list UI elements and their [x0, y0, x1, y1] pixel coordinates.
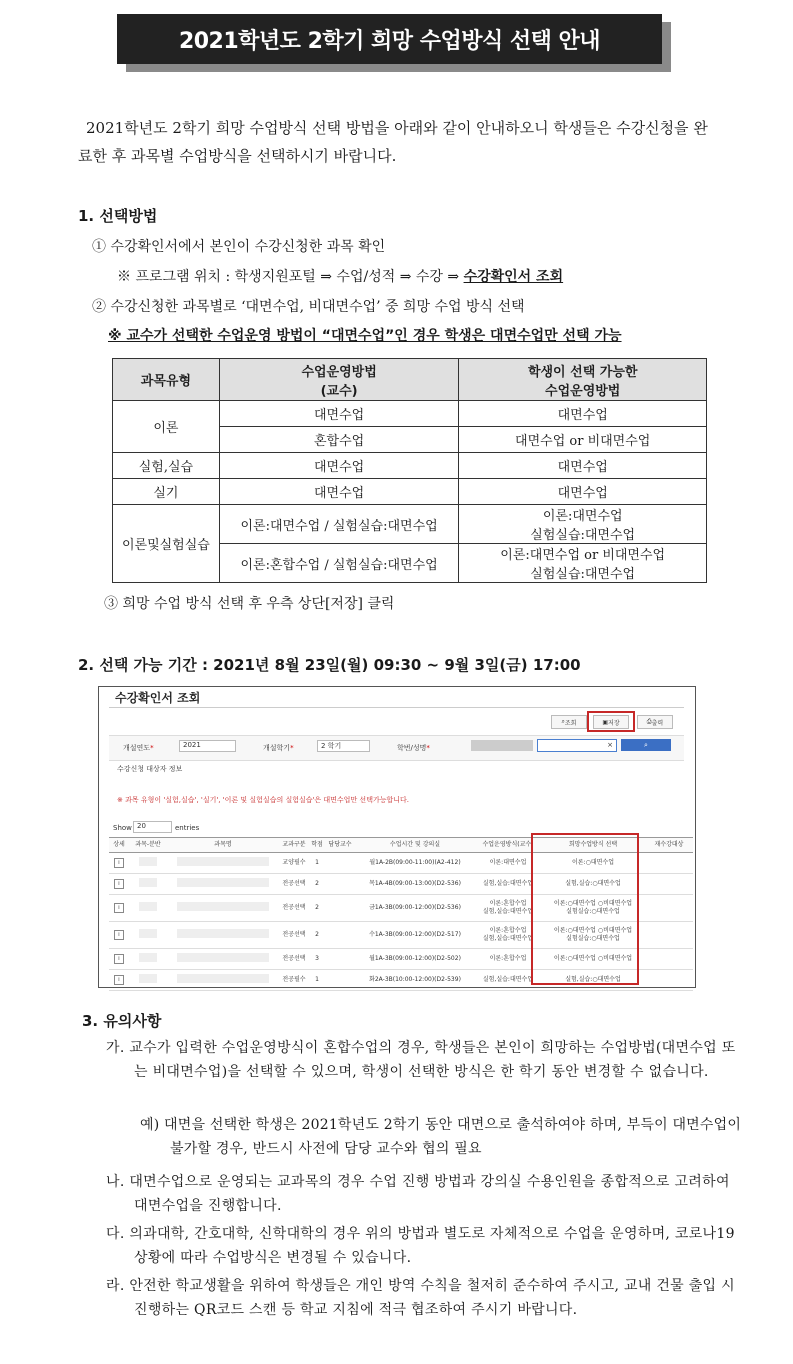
year-label-text: 개설연도 [123, 744, 151, 752]
table-cell: 이론:○대면수업 [571, 859, 615, 866]
table-cell: 실험,실습 [113, 453, 220, 479]
program-location-prefix: ※ 프로그램 위치 : 학생지원포털 ⇒ 수업/성적 ⇒ 수강 ⇒ [117, 269, 464, 285]
table-cell: 실험,실습:○대면수업 [565, 976, 621, 983]
table-header-type: 과목유형 [113, 359, 220, 401]
table-cell: 전공선택 [282, 931, 306, 938]
table-header-prof [219, 359, 459, 401]
table-cell: 대면수업 [219, 479, 459, 505]
student-label [397, 743, 430, 753]
redacted-value [139, 974, 157, 983]
table-header-student [459, 359, 707, 401]
save-label: 저장 [608, 719, 620, 727]
redacted-value [177, 902, 269, 911]
detail-cell [109, 930, 129, 940]
table-cell: 이론및실험실습 [113, 505, 220, 583]
table-cell-multiline [459, 505, 707, 544]
save-icon: ▣ [602, 718, 609, 726]
note-da: 다. 의과대학, 간호대학, 신학대학의 경우 위의 방법과 별도로 자체적으로 수업을 운영하며, 코로나19 상황에 따라 수업방식은 변경될 수 있습니다. [106, 1226, 735, 1266]
table-cell [167, 857, 279, 869]
method-table [112, 358, 707, 583]
table-cell: 이론:○대면수업 ○비대면수업 [553, 955, 633, 962]
note-ga: 가. 교수가 입력한 수업운영방식이 혼합수업의 경우, 학생들은 본인이 희망하는 수업방법(대면수업 또는 비대면수업)을 선택할 수 있으며, 학생이 선택한 방식은 한 학기 동안 변경할 수 없습니다. [106, 1040, 736, 1080]
redacted-value [139, 857, 157, 866]
search-label: 조회 [564, 719, 577, 727]
table-cell [167, 974, 279, 986]
intro-text: 2021학년도 2학기 희망 수업방식 선택 방법을 아래와 같이 안내하오니 학생들은 수강신청을 완료한 후 과목별 수업방식을 선택하시기 바랍니다. [78, 119, 708, 165]
section-1-heading: 1. 선택방법 [78, 207, 158, 225]
table-cell-multiline [459, 544, 707, 583]
year-input[interactable]: 2021 [179, 740, 236, 752]
table-cell: 혼합수업 [219, 427, 459, 453]
table-cell: 이론:혼합수업 [489, 955, 527, 962]
term-select[interactable]: 2 학기 [317, 740, 370, 752]
embedded-screenshot [98, 686, 696, 988]
required-mark: * [150, 744, 154, 752]
column-header: 수업시간 및 강의실 [389, 841, 441, 848]
table-cell: 월1A-2B(09:00-11:00)(A2-412) [369, 859, 461, 866]
table-cell [129, 974, 167, 986]
save-highlight [587, 711, 635, 732]
redacted-value [177, 929, 269, 938]
student-name-input[interactable] [537, 739, 617, 752]
table-cell: 전공필수 [282, 976, 306, 983]
show-label: Show [113, 824, 132, 832]
column-header: 교과구분 [282, 841, 306, 848]
note-ra: 라. 안전한 학교생활을 위하여 학생들은 개인 방역 수칙을 철저히 준수하여 주시고, 교내 건물 출입 시 진행하는 QR코드 스캔 등 학교 지침에 적극 협조하여 주시기 바랍니다. [106, 1278, 735, 1318]
column-header: 과목-분반 [135, 841, 161, 848]
table-cell: 대면수업 [219, 401, 459, 427]
detail-button[interactable]: i [114, 975, 124, 985]
table-cell: 대면수업 [459, 453, 707, 479]
cell-line: 이론:대면수업 or 비대면수업 [500, 548, 666, 563]
table-cell: 이론:○대면수업 ○비대면수업 실험실습:○대면수업 [553, 927, 633, 942]
detail-button[interactable]: i [114, 858, 124, 868]
table-cell: 화2A-3B(10:00-12:00)(D2-539) [369, 976, 461, 983]
table-cell: 이론 [113, 401, 220, 453]
table-cell: 전공선택 [282, 904, 306, 911]
clear-icon[interactable]: × [607, 741, 613, 749]
table-cell: 2 [315, 931, 319, 938]
table-cell: 이론:혼합수업 실험,실습:대면수업 [482, 927, 534, 942]
redacted-value [139, 929, 157, 938]
table-cell: 이론:○대면수업 ○비대면수업 실험실습:○대면수업 [553, 900, 633, 915]
print-button[interactable] [637, 715, 673, 729]
program-location [117, 266, 563, 286]
detail-button[interactable]: i [114, 930, 124, 940]
detail-cell [109, 858, 129, 868]
cell-line: 이론:대면수업 [542, 509, 623, 524]
step-1: ① 수강확인서에서 본인이 수강신청한 과목 확인 [92, 239, 386, 255]
shot-divider [109, 707, 684, 708]
required-mark: * [290, 744, 294, 752]
table-cell: 대면수업 or 비대면수업 [459, 427, 707, 453]
note-ga-example: 예) 대면을 선택한 학생은 2021학년도 2학기 동안 대면으로 출석하여야 하며, 부득이 대면수업이 불가할 경우, 반드시 사전에 담당 교수와 협의 필요 [140, 1117, 742, 1157]
print-label: 출력 [651, 719, 664, 727]
table-cell: 2 [315, 904, 319, 911]
table-cell: 대면수업 [459, 479, 707, 505]
table-cell [129, 953, 167, 965]
table-cell [167, 902, 279, 914]
step-3: ③ 희망 수업 방식 선택 후 우측 상단[저장] 클릭 [104, 596, 395, 612]
table-cell: 실기 [113, 479, 220, 505]
search-button[interactable] [551, 715, 587, 729]
cell-line: 실험실습:대면수업 [530, 528, 636, 543]
print-icon: ⎙ [646, 718, 652, 725]
redacted-value [177, 857, 269, 866]
table-cell: 이론:혼합수업 실험,실습:대면수업 [482, 900, 534, 915]
student-id-redacted [471, 740, 533, 751]
notice-text: ※ 교수가 선택한 수업운영 방법이 “대면수업”인 경우 학생은 대면수업만 선택 가능 [108, 328, 622, 344]
shot-title: 수강확인서 조회 [115, 691, 201, 705]
year-label [123, 743, 154, 753]
table-cell [129, 902, 167, 914]
search-icon: ⌕ [561, 718, 565, 725]
column-header: 희망수업방식 선택 [568, 841, 618, 848]
table-cell: 교양필수 [282, 859, 306, 866]
redacted-value [177, 878, 269, 887]
table-cell: 수1A-3B(09:00-12:00)(D2-517) [369, 931, 461, 938]
header-prof-line1: 수업운영방법 [301, 364, 377, 380]
redacted-value [139, 953, 157, 962]
table-cell: 전공선택 [282, 955, 306, 962]
table-cell [167, 878, 279, 890]
column-header: 담당교수 [328, 841, 352, 848]
section-3-heading: 3. 유의사항 [82, 1012, 162, 1030]
table-cell: 이론:대면수업 / 실험실습:대면수업 [219, 505, 459, 544]
table-cell: 1 [315, 859, 319, 866]
table-cell: 대면수업 [219, 453, 459, 479]
search-icon: ⌕ [644, 741, 648, 749]
note-na: 나. 대면수업으로 운영되는 교과목의 경우 수업 진행 방법과 강의실 수용인원을 종합적으로 고려하여 대면수업을 진행합니다. [106, 1174, 730, 1214]
table-cell: 3 [315, 955, 319, 962]
term-label [263, 743, 294, 753]
column-header: 재수강대상 [654, 841, 684, 848]
redacted-value [139, 902, 157, 911]
column-header: 수업운영방식(교수) [482, 841, 534, 848]
section-2-heading: 2. 선택 가능 기간 : 2021년 8월 23일(월) 09:30 ~ 9월 3일(금) 17:00 [78, 656, 581, 674]
column-header: 과목명 [214, 841, 232, 848]
detail-cell [109, 954, 129, 964]
column-header: 상세 [113, 841, 125, 848]
redacted-value [177, 974, 269, 983]
entries-label: entries [175, 824, 200, 832]
shot-warning: ※ 과목 유형이 '실험,실습', '실기', '이론 및 실험실습의 실험실습'은 대면수업만 선택가능합니다. [117, 796, 409, 804]
detail-button[interactable]: i [114, 903, 124, 913]
step-2: ② 수강신청한 과목별로 ‘대면수업, 비대면수업’ 중 희망 수업 방식 선택 [92, 299, 525, 315]
table-cell: 전공선택 [282, 880, 306, 887]
detail-cell [109, 879, 129, 889]
table-cell [129, 857, 167, 869]
choice-column-highlight [531, 833, 639, 985]
table-cell: 실험,실습:대면수업 [482, 880, 534, 887]
table-cell: 실험,실습:대면수업 [482, 976, 534, 983]
table-cell [129, 878, 167, 890]
cell-line: 실험실습:대면수업 [530, 567, 636, 582]
redacted-value [139, 878, 157, 887]
table-cell: 1 [315, 976, 319, 983]
table-cell: 월1A-3B(09:00-12:00)(D2-502) [369, 955, 461, 962]
redacted-value [177, 953, 269, 962]
header-prof-line2: (교수) [320, 383, 358, 399]
table-cell [167, 929, 279, 941]
table-cell: 실험,실습:○대면수업 [565, 880, 621, 887]
detail-button[interactable]: i [114, 954, 124, 964]
column-header: 학점 [311, 841, 323, 848]
detail-button[interactable]: i [114, 879, 124, 889]
header-student-line1: 학생이 선택 가능한 [527, 364, 638, 380]
table-cell [129, 929, 167, 941]
show-select[interactable]: 20 [133, 821, 172, 833]
student-label-text: 학번/성명 [397, 744, 427, 752]
table-cell: 2 [315, 880, 319, 887]
detail-cell [109, 903, 129, 913]
table-cell: 이론:대면수업 [489, 859, 527, 866]
term-label-text: 개설학기 [263, 744, 291, 752]
header-student-line2: 수업운영방법 [545, 383, 621, 399]
table-cell [167, 953, 279, 965]
shot-subtitle: 수강신청 대상자 정보 [117, 765, 183, 773]
student-search-button[interactable] [621, 739, 671, 751]
detail-cell [109, 975, 129, 985]
page-title: 2021학년도 2학기 희망 수업방식 선택 안내 [117, 14, 662, 64]
table-cell: 이론:혼합수업 / 실험실습:대면수업 [219, 544, 459, 583]
table-cell: 금1A-3B(09:00-12:00)(D2-536) [369, 904, 461, 911]
required-mark: * [426, 744, 430, 752]
table-cell: 대면수업 [459, 401, 707, 427]
table-cell: 목1A-4B(09:00-13:00)(D2-536) [369, 880, 461, 887]
program-link: 수강확인서 조회 [463, 269, 564, 285]
